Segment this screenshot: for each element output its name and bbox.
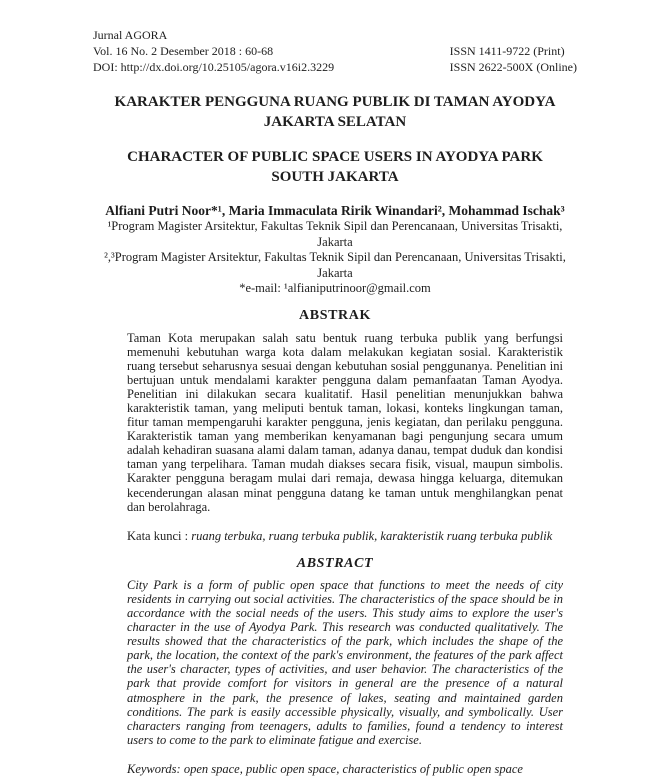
journal-doi: DOI: http://dx.doi.org/10.25105/agora.v16i2.3229 (93, 60, 335, 74)
kata-kunci-line (127, 529, 563, 543)
abstrak-body: Taman Kota merupakan salah satu bentuk ruang terbuka publik yang berfungsi memenuhi kebutuhan warga kota dalam melakukan kegiatan sosial. Karakteristik ruang tersebut seharusnya sesuai dengan kebutuhan sosial penggunanya. Penelitian ini bertujuan untuk mendalami karakter pengguna dalam pemanfaatan Taman Ayodya. Penelitian ini dilakukan secara kualitatif. Hasil penelitian menunjukkan bahwa karakteristik taman, yang meliputi bentuk taman, lokasi, konteks lingkungan taman, fitur taman mempengaruhi karakter pengguna, jenis kegiatan, dan perilaku pengguna. Karakteristik taman yang memberikan kenyamanan bagi pengunjung secara umum adalah kehadiran suasana alami dalam taman, adanya danau, tempat duduk dan kondisi taman yang terpelihara. Taman mudah diakses secara fisik, visual, maupun simbolis. Karakter pengguna beragam mulai dari remaja, dewasa hingga keluarga, ditemukan kecenderungan alasan minat pengguna datang ke taman untuk menghilangkan penat dan berolahraga. (127, 330, 563, 514)
article-title-english: CHARACTER OF PUBLIC SPACE USERS IN AYODYA PARK SOUTH JAKARTA (127, 149, 543, 185)
email-line: *e-mail: ¹alfianiputrinoor@gmail.com (239, 281, 431, 295)
keywords-label: Keywords: (127, 761, 184, 776)
abstrak-heading: ABSTRAK (299, 307, 371, 323)
abstract-body: City Park is a form of public open space that functions to meet the needs of city residents in carrying out social activities. The characteristics of the space should be in accordance with the social needs of the users. This study aims to explore the user's character in the use of Ayodya Park. This research was conducted qualitatively. The results showed that the characteristics of the park, which includes the shape of the park, the location, the context of the park's environment, the features of the park affect the user's character, types of activities, and user behavior. The characteristics of the park that provide comfort for visitors in general are the presence of a natural atmosphere in the park, the presence of lakes, seating and maintained garden conditions. The park is easily accessible physically, visually, and symbolically. User characters ranging from teenagers, adults to families, found a tendency to interest users to come to the park to eliminate fatigue and exercise. (127, 577, 563, 747)
abstract-heading: ABSTRACT (296, 555, 374, 571)
keywords-line (127, 762, 563, 776)
abstrak-section (127, 331, 563, 543)
journal-name: Jurnal AGORA (93, 28, 168, 42)
journal-header (93, 27, 577, 75)
article-title-indonesian: KARAKTER PENGGUNA RUANG PUBLIK DI TAMAN AYODYA JAKARTA SELATAN (114, 94, 556, 130)
journal-info (93, 27, 334, 75)
affiliation-2: ²,³Program Magister Arsitektur, Fakultas Teknik Sipil dan Perencanaan, Universitas Trisakti, Jakarta (104, 250, 566, 280)
affiliation-1: ¹Program Magister Arsitektur, Fakultas Teknik Sipil dan Perencanaan, Universitas Trisakti, Jakarta (107, 219, 563, 249)
authors-line: Alfiani Putri Noor*¹, Maria Immaculata Ririk Winandari², Mohammad Ischak³ (105, 203, 565, 218)
affiliations-block (93, 219, 577, 297)
abstract-section (127, 578, 563, 776)
kata-kunci-label: Kata kunci : (127, 528, 192, 543)
keywords-terms: open space, public open space, characteristics of public open space (183, 761, 523, 776)
issn-print: ISSN 1411-9722 (Print) (449, 44, 565, 58)
journal-issue-line: Vol. 16 No. 2 Desember 2018 : 60-68 (93, 44, 274, 58)
issn-online: ISSN 2622-500X (Online) (449, 60, 577, 74)
kata-kunci-terms: ruang terbuka, ruang terbuka publik, karakteristik ruang terbuka publik (191, 528, 553, 543)
issn-block (450, 43, 577, 75)
